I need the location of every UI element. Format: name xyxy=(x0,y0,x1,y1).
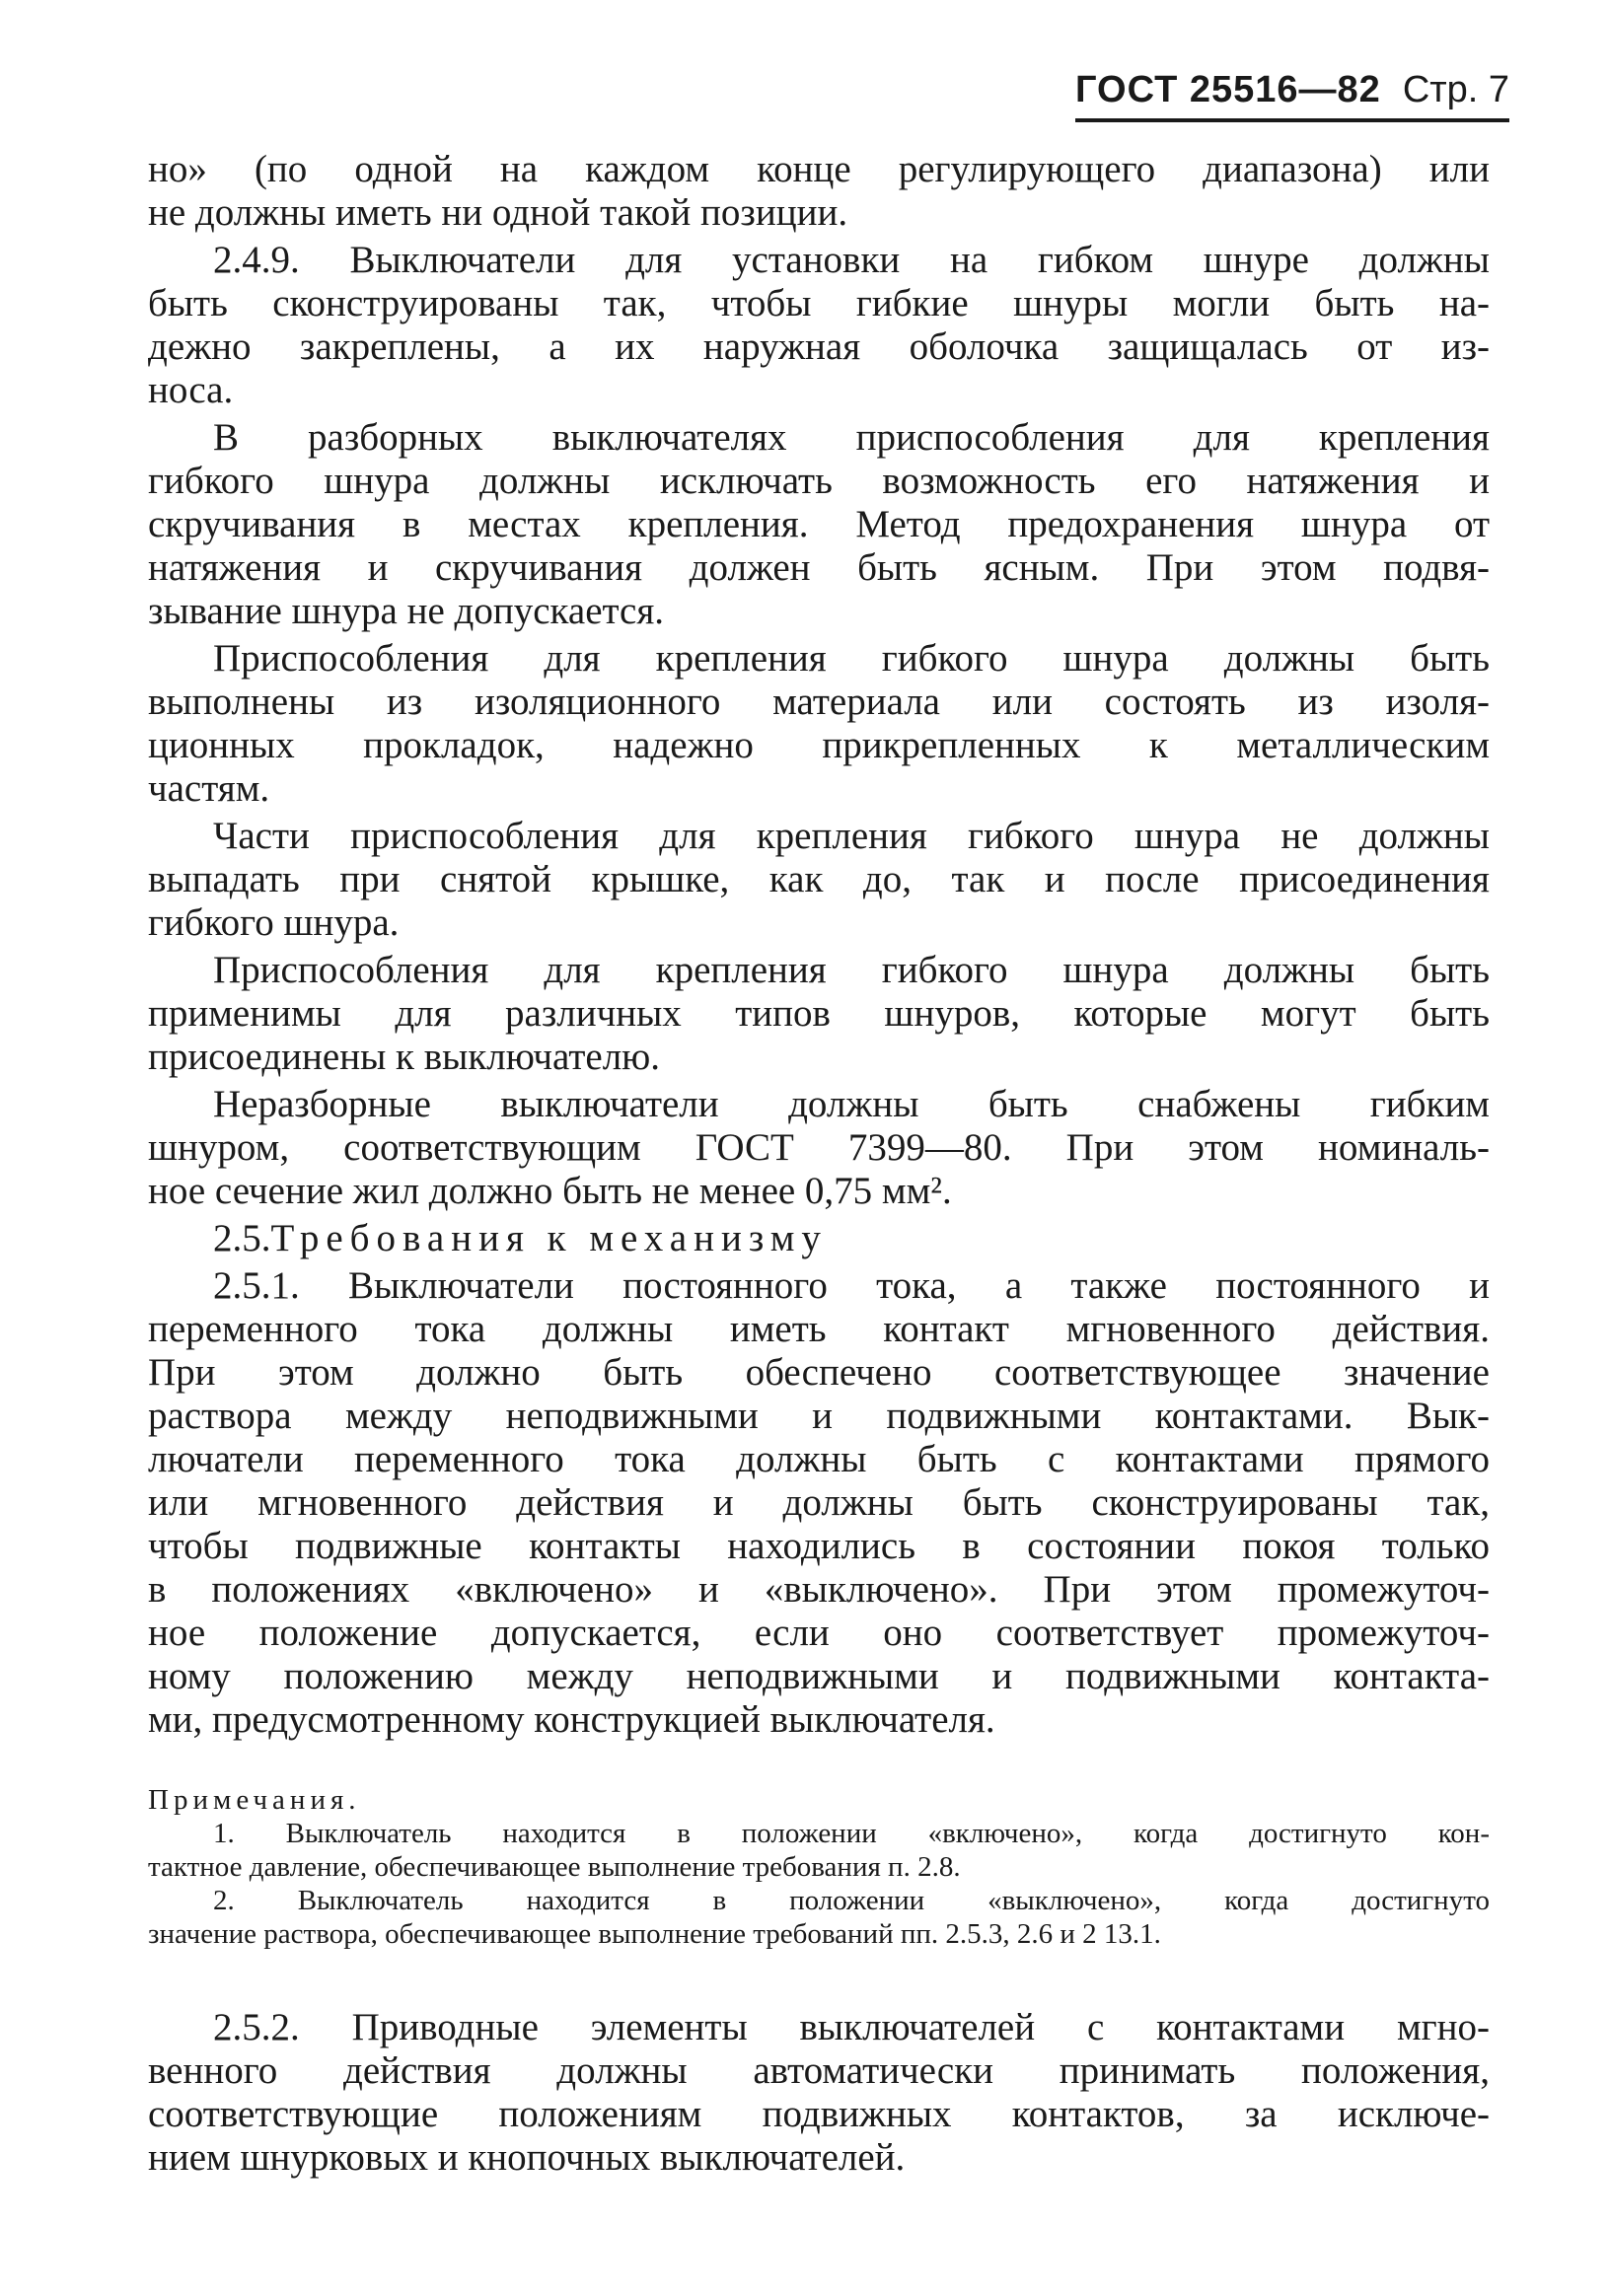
text-line: 2.5.2. Приводные элементы выключателей с контактами мгно- xyxy=(213,2006,1490,2048)
paragraph-2-4-9 xyxy=(148,239,1490,412)
text-line: носа. xyxy=(148,369,234,411)
text-line: нием шнурковых и кнопочных выключателей. xyxy=(148,2136,906,2179)
note-item xyxy=(148,1884,1490,1951)
text-line: выпадать при снятой крышке, как до, так и после присоединения xyxy=(148,858,1490,900)
text-line: В разборных выключателях приспособления для крепления xyxy=(213,416,1490,459)
text-line: скручивания в местах крепления. Метод предохранения шнура от xyxy=(148,503,1490,545)
notes-block xyxy=(148,1783,1490,1951)
text-line: При этом должно быть обеспечено соответствующее значение xyxy=(148,1351,1490,1394)
text-line: переменного тока должны иметь контакт мгновенного действия. xyxy=(148,1308,1490,1350)
page-number: Стр. 7 xyxy=(1402,69,1510,110)
paragraph xyxy=(148,637,1490,811)
paragraph xyxy=(148,815,1490,945)
note-line: 2. Выключатель находится в положении «выключено», когда достигнуто xyxy=(213,1885,1490,1916)
note-line: значение раствора, обеспечивающее выполнение требований пп. 2.5.3, 2.6 и 2 13.1. xyxy=(148,1918,1161,1950)
text-line: частям. xyxy=(148,767,270,810)
text-line: не должны иметь ни одной такой позиции. xyxy=(148,191,848,234)
section-number: 2.5. xyxy=(213,1217,271,1259)
paragraph-2-5-1 xyxy=(148,1264,1490,1742)
text-line: раствора между неподвижными и подвижными контактами. Вык- xyxy=(148,1395,1490,1437)
text-line: Приспособления для крепления гибкого шнура должны быть xyxy=(213,949,1490,991)
text-line: присоединены к выключателю. xyxy=(148,1036,661,1078)
paragraph xyxy=(148,416,1490,633)
header-rule xyxy=(1075,118,1509,122)
paragraph-2-5-2 xyxy=(148,2006,1490,2180)
text-line: гибкого шнура должны исключать возможность его натяжения и xyxy=(148,460,1490,502)
text-line: 2.4.9. Выключатели для установки на гибком шнуре должны xyxy=(213,239,1490,281)
text-line: Неразборные выключатели должны быть снабжены гибким xyxy=(213,1083,1490,1125)
text-line: ное сечение жил должно быть не менее 0,75 мм². xyxy=(148,1170,952,1212)
text-line: 2.5.1. Выключатели постоянного тока, а также постоянного и xyxy=(213,1264,1490,1307)
text-line: гибкого шнура. xyxy=(148,901,400,944)
paragraph xyxy=(148,949,1490,1079)
text-line: лючатели переменного тока должны быть с контактами прямого xyxy=(148,1438,1490,1480)
text-line: натяжения и скручивания должен быть ясным. При этом подвя- xyxy=(148,546,1490,589)
text-line: применимы для различных типов шнуров, которые могут быть xyxy=(148,992,1490,1035)
text-line: ми, предусмотренному конструкцией выключателя. xyxy=(148,1698,995,1741)
text-line: Части приспособления для крепления гибкого шнура не должны xyxy=(213,815,1490,857)
note-line: 1. Выключатель находится в положении «включено», когда достигнуто кон- xyxy=(213,1818,1490,1849)
standard-number: ГОСТ 25516—82 xyxy=(1075,69,1381,110)
text-line: соответствующие положениям подвижных контактов, за исключе- xyxy=(148,2093,1490,2135)
text-line: шнуром, соответствующим ГОСТ 7399—80. При этом номиналь- xyxy=(148,1126,1490,1169)
text-line: ное положение допускается, если оно соответствует промежуточ- xyxy=(148,1612,1490,1654)
page-body xyxy=(148,148,1490,2180)
text-line: выполнены из изоляционного материала или состоять из изоля- xyxy=(148,681,1490,723)
text-line: венного действия должны автоматически принимать положения, xyxy=(148,2049,1490,2092)
page-header xyxy=(1075,69,1509,124)
text-line: быть сконструированы так, чтобы гибкие шнуры могли быть на- xyxy=(148,282,1490,324)
text-line: или мгновенного действия и должны быть сконструированы так, xyxy=(148,1481,1490,1524)
text-line: Приспособления для крепления гибкого шнура должны быть xyxy=(213,637,1490,680)
text-line: в положениях «включено» и «выключено». При этом промежуточ- xyxy=(148,1568,1490,1611)
text-line: зывание шнура не допускается. xyxy=(148,590,665,632)
section-title: Требования к механизму xyxy=(270,1217,828,1259)
text-line: ционных прокладок, надежно прикрепленных к металлическим xyxy=(148,724,1490,766)
paragraph xyxy=(148,148,1490,235)
text-line: ному положению между неподвижными и подвижными контакта- xyxy=(148,1655,1490,1697)
text-line: чтобы подвижные контакты находились в состоянии покоя только xyxy=(148,1525,1490,1567)
note-item xyxy=(148,1817,1490,1884)
note-line: тактное давление, обеспечивающее выполнение требования п. 2.8. xyxy=(148,1851,961,1883)
notes-title: Примечания. xyxy=(148,1784,361,1816)
paragraph xyxy=(148,1083,1490,1213)
section-heading xyxy=(148,1217,1490,1260)
text-line: дежно закреплены, а их наружная оболочка защищалась от из- xyxy=(148,325,1490,368)
text-line: но» (по одной на каждом конце регулирующего диапазона) или xyxy=(148,148,1490,190)
